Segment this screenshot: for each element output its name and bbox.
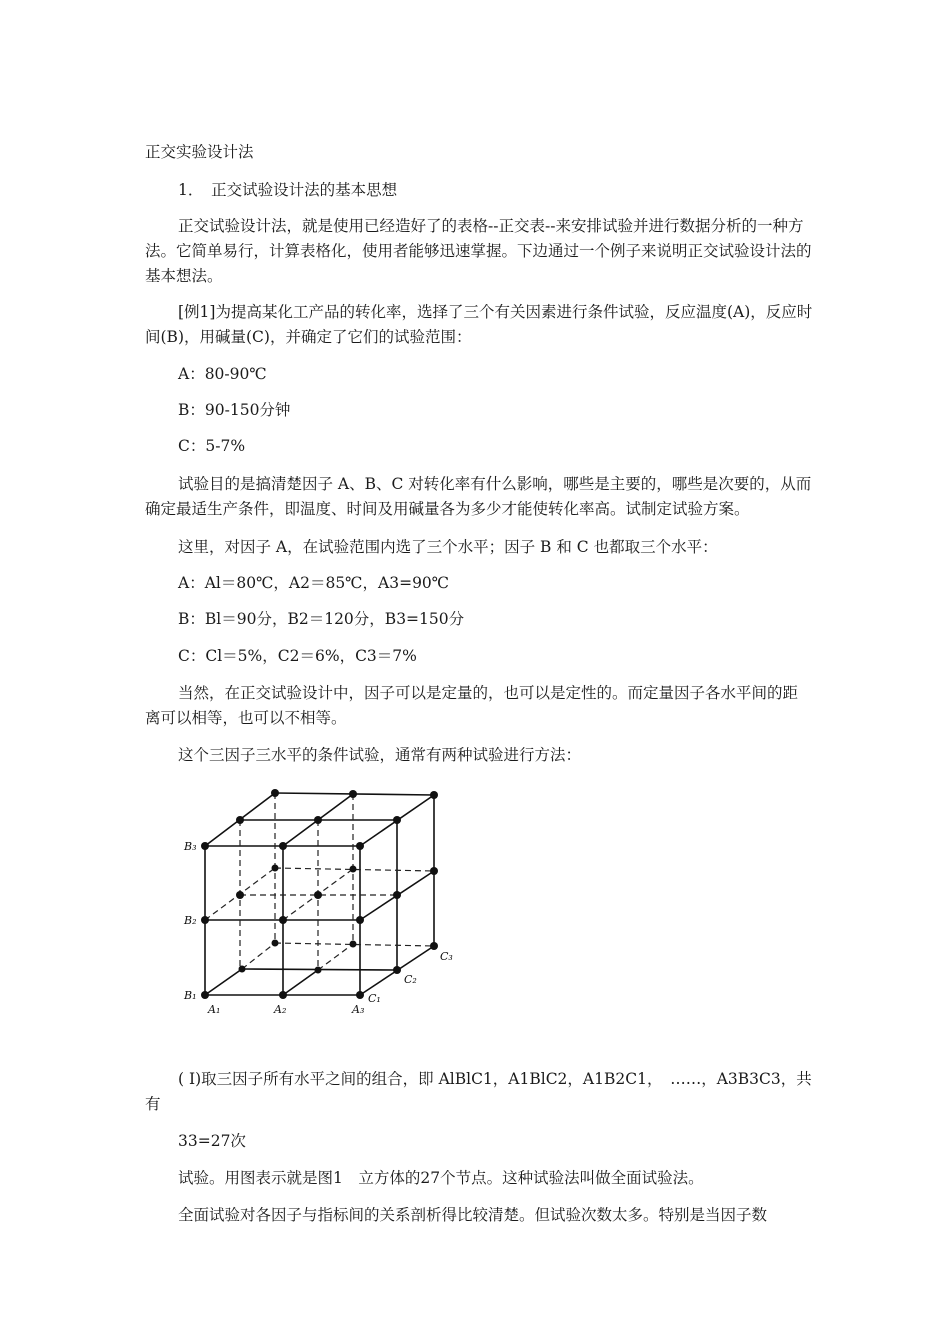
cube-node xyxy=(356,842,364,850)
cube-node xyxy=(393,816,401,824)
range-a: A：80-90℃ xyxy=(178,365,267,383)
para-methods: 这个三因子三水平的条件试验，通常有两种试验进行方法： xyxy=(178,746,582,764)
cube-figure xyxy=(178,783,468,1023)
cube-node xyxy=(236,891,244,899)
para-full-1: ( I)取三因子所有水平之间的组合，即 AlBlC1，A1BlC2，A1B2C1， ……，A3B3C3，共有 xyxy=(145,1070,812,1113)
cube-node xyxy=(430,867,438,875)
para-quant: 当然，在正交试验设计中，因子可以是定量的，也可以是定性的。而定量因子各水平间的距离可以相等，也可以不相等。 xyxy=(145,684,799,727)
label-c2: C₂ xyxy=(404,973,417,986)
cube-node xyxy=(356,991,364,999)
label-b3: B₃ xyxy=(184,840,197,853)
para-levels-intro: 这里，对因子 A，在试验范围内选了三个水平；因子 B 和 C 也都取三个水平： xyxy=(178,538,718,556)
label-b1: B₁ xyxy=(184,989,197,1002)
doc-title: 正交实验设计法 xyxy=(145,143,254,161)
cube-node xyxy=(279,916,287,924)
cube-node xyxy=(356,916,364,924)
cube-node xyxy=(393,966,401,974)
para-full-3: 全面试验对各因子与指标间的关系剖析得比较清楚。但试验次数太多。特别是当因子数 xyxy=(178,1206,768,1224)
cube-node xyxy=(272,865,279,872)
para-full-2: 试验。用图表示就是图1 立方体的27个节点。这种试验法叫做全面试验法。 xyxy=(178,1169,704,1187)
cube-node xyxy=(430,942,438,950)
levels-b: B：Bl＝90分，B2＝120分，B3=150分 xyxy=(178,610,465,628)
cube-node xyxy=(314,816,322,824)
para-example: [例1]为提高某化工产品的转化率，选择了三个有关因素进行条件试验，反应温度(A)，反应时间(B)，用碱量(C)，并确定了它们的试验范围： xyxy=(145,303,813,346)
cube-node xyxy=(272,940,279,947)
cube-node xyxy=(201,991,209,999)
range-b: B：90-150分钟 xyxy=(178,401,291,419)
cube-node xyxy=(349,790,357,798)
cube-hidden-edge xyxy=(318,944,353,970)
cube-node xyxy=(239,966,246,973)
range-c: C：5-7% xyxy=(178,437,246,455)
cube-node xyxy=(201,842,209,850)
cube-edge xyxy=(283,970,318,995)
cube-node xyxy=(279,842,287,850)
section-heading: 1． 正交试验设计法的基本思想 xyxy=(178,181,398,199)
levels-a: A：Al＝80℃，A2＝85℃，A3=90℃ xyxy=(178,574,450,592)
para-intro: 正交试验设计法，就是使用已经造好了的表格--正交表--来安排试验并进行数据分析的一种方法。它简单易行，计算表格化，使用者能够迅速掌握。下边通过一个例子来说明正交试验设计法的基本想法。 xyxy=(145,217,812,285)
label-c1: C₁ xyxy=(368,992,381,1005)
cube-node xyxy=(430,791,438,799)
cube-hidden-edge xyxy=(242,943,275,969)
cube-node xyxy=(350,941,357,948)
cube-node xyxy=(350,866,357,873)
cube-node xyxy=(271,789,279,797)
cube-node xyxy=(314,891,322,899)
para-purpose: 试验目的是搞清楚因子 A、B、C 对转化率有什么影响，哪些是主要的，哪些是次要的，从而确定最适生产条件，即温度、时间及用碱量各为多少才能使转化率高。试制定试验方案。 xyxy=(145,475,812,518)
cube-node xyxy=(236,816,244,824)
cube-node xyxy=(201,916,209,924)
label-a1: A₁ xyxy=(208,1003,221,1016)
cube-node xyxy=(393,891,401,899)
cube-node xyxy=(315,967,322,974)
label-c3: C₃ xyxy=(440,950,453,963)
label-b2: B₂ xyxy=(184,914,197,927)
levels-c: C：Cl＝5%，C2＝6%，C3＝7% xyxy=(178,647,417,665)
label-a2: A₂ xyxy=(274,1003,287,1016)
cube-node xyxy=(279,991,287,999)
cube-edge xyxy=(205,969,242,995)
label-a3: A₃ xyxy=(352,1003,365,1016)
formula: 33=27次 xyxy=(178,1132,246,1150)
